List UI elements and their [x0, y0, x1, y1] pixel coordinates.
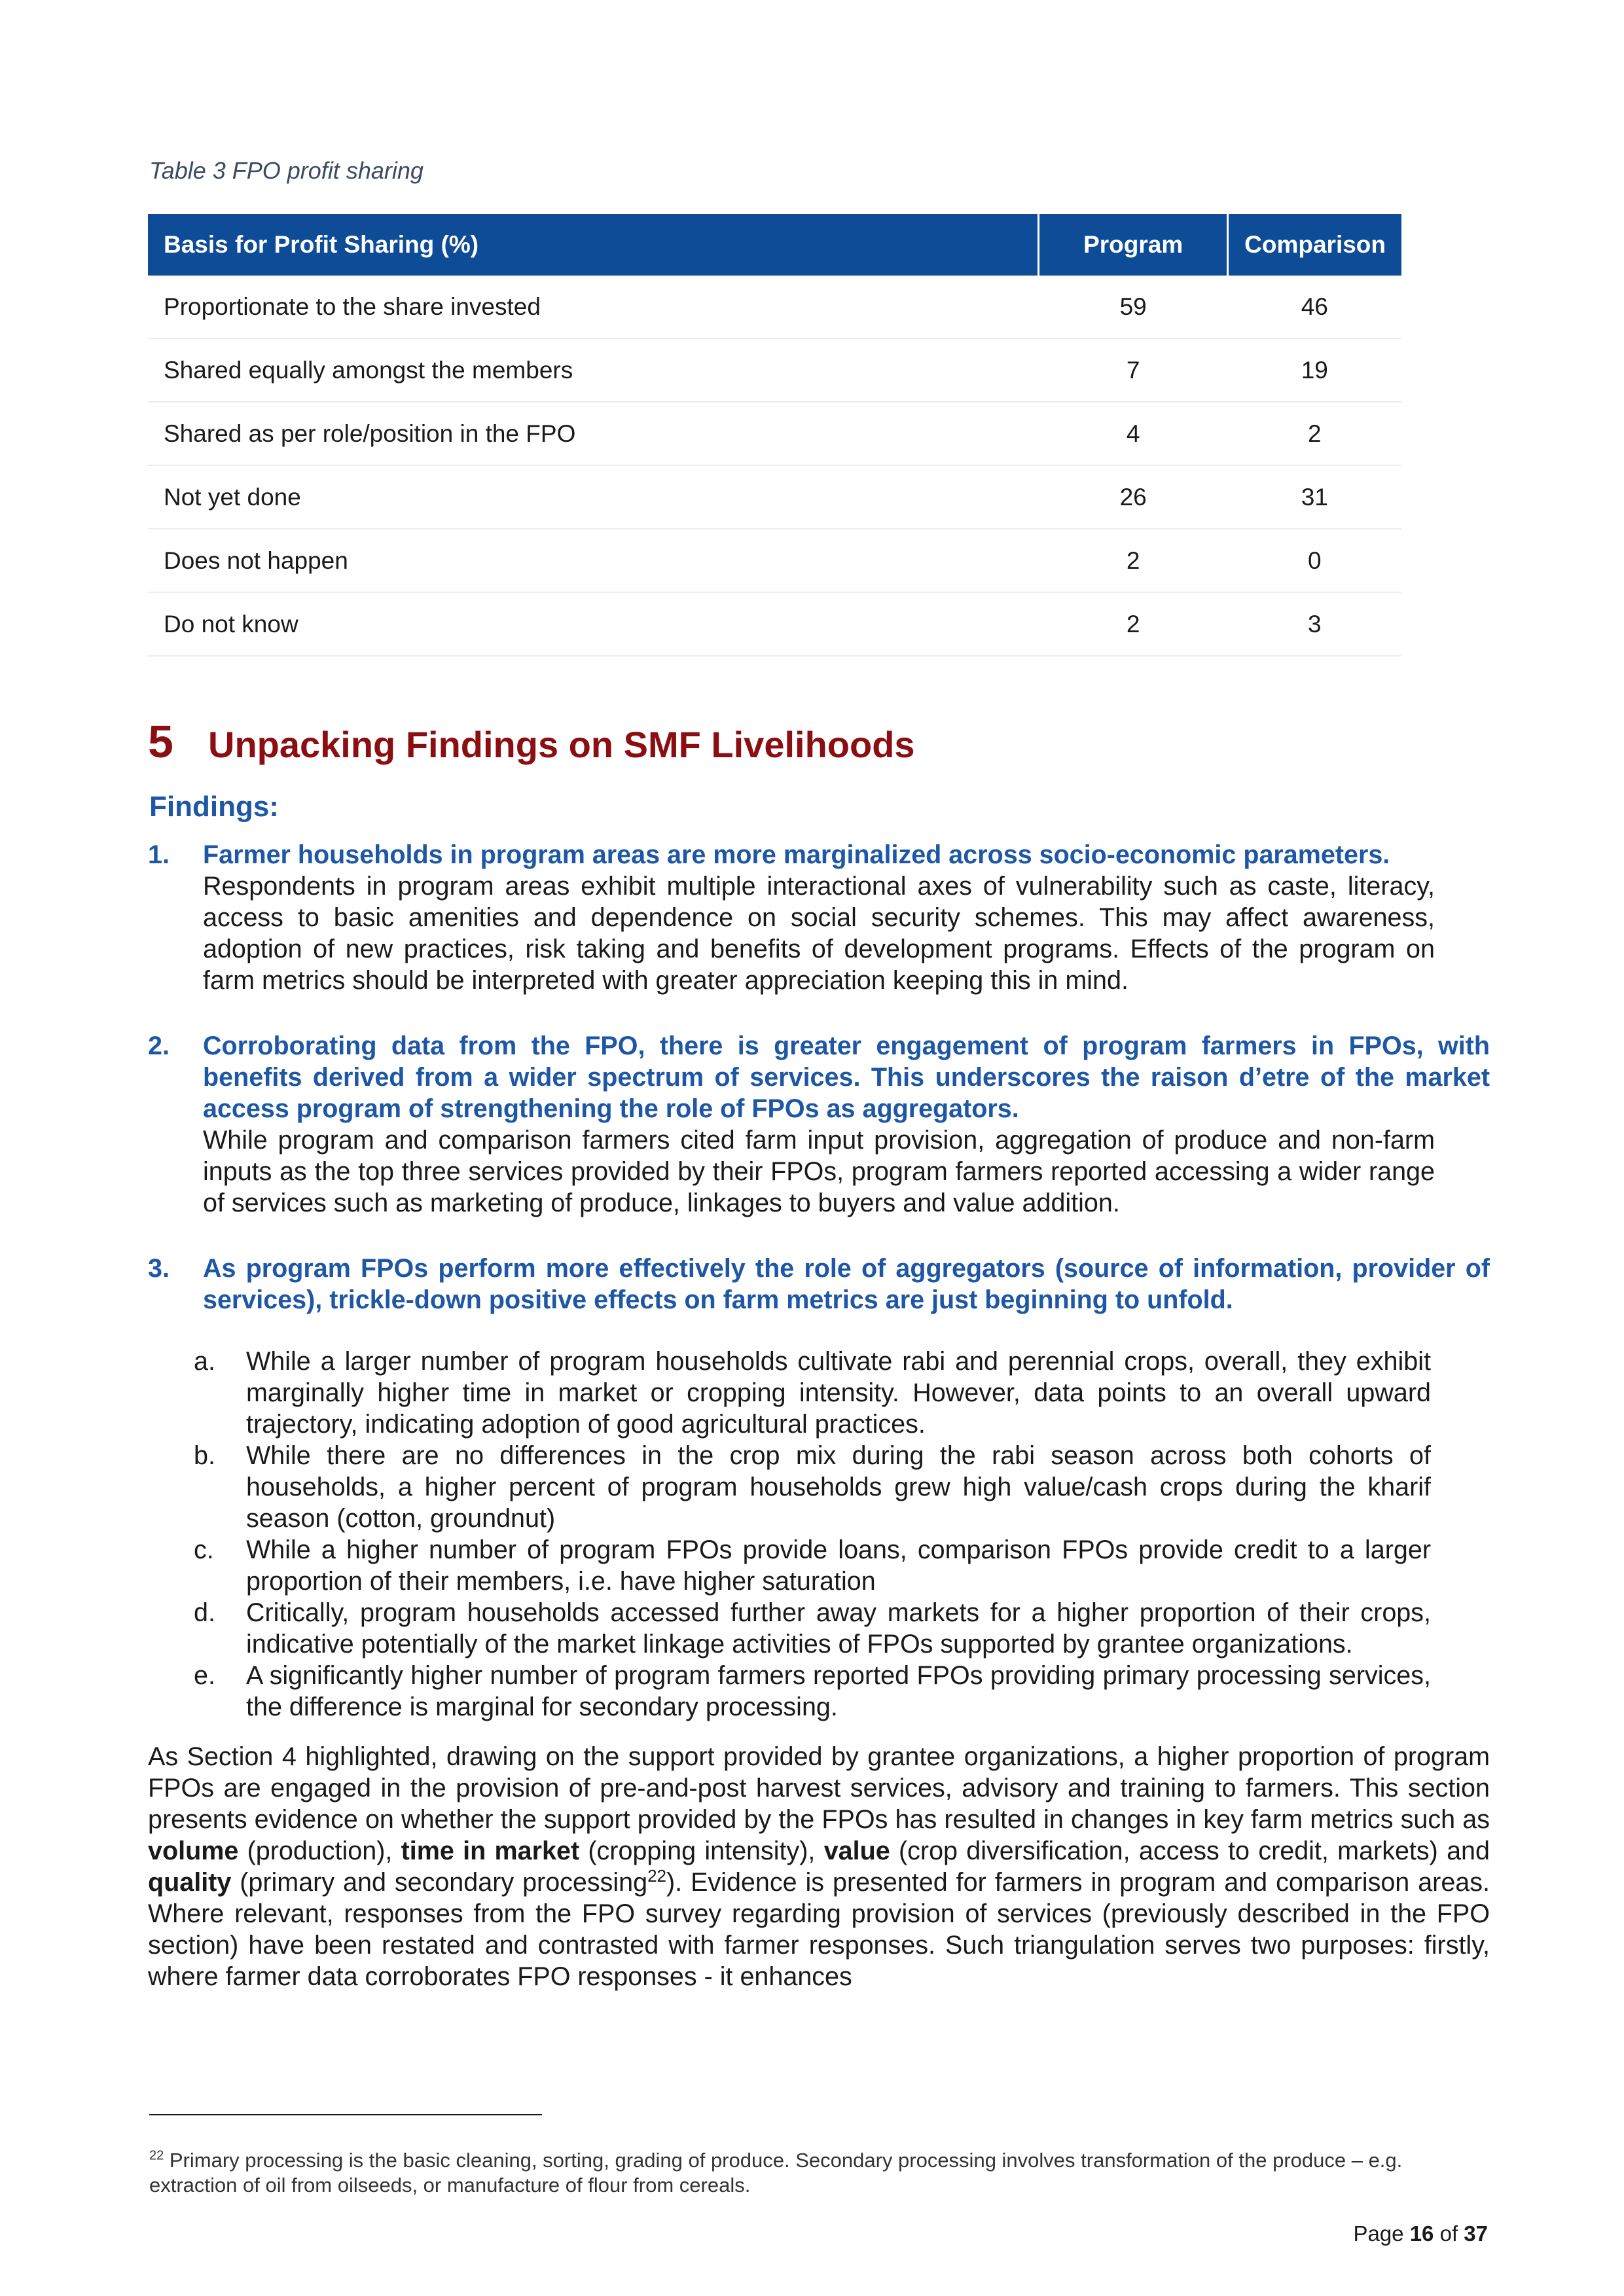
page-prefix: Page [1353, 2221, 1410, 2246]
sub-item-letter: d. [194, 1598, 215, 1627]
cell-basis: Shared as per role/position in the FPO [148, 402, 1039, 465]
sub-item [194, 1597, 1431, 1660]
paragraph-text: (primary and secondary processing [231, 1868, 648, 1897]
cell-comparison: 19 [1228, 338, 1401, 402]
paragraph-text: ). Evidence is presented for farmers in program and comparison areas. Where relevant, responses from the FPO survey regarding provision of services (previously described in the FPO section) have been restated and contrasted with farmer responses. Such triangulation serves two purposes: firstly, where farmer data corroborates FPO responses - it enhances [148, 1868, 1490, 1991]
sub-item [194, 1534, 1431, 1597]
footnote-divider [149, 2114, 542, 2115]
cell-basis: Does not happen [148, 529, 1039, 592]
sub-item-text: Critically, program households accessed further away markets for a higher proportion of their crops, indicative potentially of the market linkage activities of FPOs supported by grantee organizations. [246, 1598, 1431, 1659]
body-paragraph [148, 1741, 1490, 1992]
cell-basis: Not yet done [148, 465, 1039, 529]
cell-basis: Shared equally amongst the members [148, 338, 1039, 402]
paragraph-text: (cropping intensity), [579, 1837, 824, 1865]
paragraph-bold-time-in-market: time in market [401, 1837, 580, 1865]
finding-number: 2. [148, 1031, 170, 1060]
cell-program: 59 [1039, 276, 1228, 338]
footnote-reference[interactable]: 22 [647, 1865, 667, 1886]
paragraph-bold-volume: volume [148, 1837, 239, 1865]
footnote-text: Primary processing is the basic cleaning, sorting, grading of produce. Secondary processing involves transformation of the produce – e.g. extraction of oil from oilseeds, or manufacture of flour from cereals. [149, 2149, 1403, 2197]
table-row [148, 276, 1401, 338]
paragraph-text: (crop diversification, access to credit, markets) and [890, 1837, 1490, 1865]
finding-text: While program and comparison farmers cited farm input provision, aggregation of produce and non-farm inputs as the top three services provided by their FPOs, program farmers reported accessing a wider range of services such as marketing of produce, linkages to buyers and value addition. [203, 1126, 1435, 1217]
cell-comparison: 31 [1228, 465, 1401, 529]
sub-item-text: While a larger number of program households cultivate rabi and perennial crops, overall, they exhibit marginally higher time in market or cropping intensity. However, data points to an overall upward trajectory, indicating adoption of good agricultural practices. [246, 1347, 1431, 1439]
table-row [148, 529, 1401, 592]
section-title: Unpacking Findings on SMF Livelihoods [208, 724, 915, 765]
sub-item-text: While there are no differences in the crop mix during the rabi season across both cohorts of households, a higher percent of program households grew high value/cash crops during the kharif season (cotton, groundnut) [246, 1441, 1431, 1533]
table-header-row [148, 214, 1401, 276]
cell-comparison: 46 [1228, 276, 1401, 338]
table-row [148, 592, 1401, 656]
sub-item-letter: a. [194, 1347, 215, 1376]
page-current: 16 [1409, 2221, 1434, 2246]
sub-item-text: A significantly higher number of program farmers reported FPOs providing primary processing services, the difference is marginal for secondary processing. [246, 1661, 1431, 1721]
finding-lead: Corroborating data from the FPO, there is greater engagement of program farmers in FPOs, with benefits derived from a wider spectrum of services. This underscores the raison d’etre of the market access program of strengthening the role of FPOs as aggregators. [203, 1031, 1490, 1123]
finding-text: Respondents in program areas exhibit multiple interactional axes of vulnerability such as caste, literacy, access to basic amenities and dependence on social security schemes. This may affect awareness, adoption of new practices, risk taking and benefits of development programs. Effects of the program on farm metrics should be interpreted with greater appreciation keeping this in mind. [203, 872, 1435, 995]
sub-item-letter: e. [194, 1661, 215, 1690]
cell-basis: Proportionate to the share invested [148, 276, 1039, 338]
finding-number: 3. [148, 1254, 170, 1283]
header-program: Program [1039, 214, 1228, 276]
finding-number: 1. [148, 840, 170, 869]
cell-program: 4 [1039, 402, 1228, 465]
cell-comparison: 3 [1228, 592, 1401, 656]
finding-item [148, 839, 1490, 996]
cell-comparison: 0 [1228, 529, 1401, 592]
finding-lead: Farmer households in program areas are more marginalized across socio-economic parameters. [203, 840, 1390, 869]
table-caption: Table 3 FPO profit sharing [149, 157, 424, 184]
finding-item [148, 1253, 1490, 1316]
sub-item [194, 1346, 1431, 1440]
sub-item-text: While a higher number of program FPOs provide loans, comparison FPOs provide credit to a larger proportion of their members, i.e. have higher saturation [246, 1535, 1431, 1596]
cell-program: 2 [1039, 529, 1228, 592]
page-number [1353, 2221, 1488, 2246]
paragraph-text: As Section 4 highlighted, drawing on the support provided by grantee organizations, a higher proportion of program FPOs are engaged in the provision of pre-and-post harvest services, advisory and training to farmers. This section presents evidence on whether the support provided by the FPOs has resulted in changes in key farm metrics such as [148, 1742, 1490, 1834]
table-row [148, 338, 1401, 402]
table-row [148, 465, 1401, 529]
footnote [149, 2148, 1491, 2198]
header-comparison: Comparison [1228, 214, 1401, 276]
footnote-number: 22 [149, 2148, 164, 2163]
cell-program: 2 [1039, 592, 1228, 656]
page-total: 37 [1464, 2221, 1488, 2246]
sub-item [194, 1440, 1431, 1534]
table-row [148, 402, 1401, 465]
cell-basis: Do not know [148, 592, 1039, 656]
page-of: of [1434, 2221, 1464, 2246]
sub-item [194, 1660, 1431, 1723]
cell-comparison: 2 [1228, 402, 1401, 465]
profit-sharing-table [148, 214, 1401, 656]
finding-lead: As program FPOs perform more effectively the role of aggregators (source of information, provider of services), trickle-down positive effects on farm metrics are just beginning to unfold. [203, 1254, 1490, 1314]
header-basis: Basis for Profit Sharing (%) [148, 214, 1039, 276]
findings-label: Findings: [149, 791, 279, 823]
section-number: 5 [148, 716, 173, 767]
cell-program: 7 [1039, 338, 1228, 402]
section-heading [148, 715, 915, 768]
paragraph-text: (production), [238, 1837, 401, 1865]
paragraph-bold-quality: quality [148, 1868, 232, 1897]
sub-item-letter: b. [194, 1441, 215, 1470]
cell-program: 26 [1039, 465, 1228, 529]
finding-item [148, 1030, 1490, 1219]
paragraph-bold-value: value [823, 1837, 890, 1865]
sub-item-letter: c. [194, 1535, 214, 1564]
